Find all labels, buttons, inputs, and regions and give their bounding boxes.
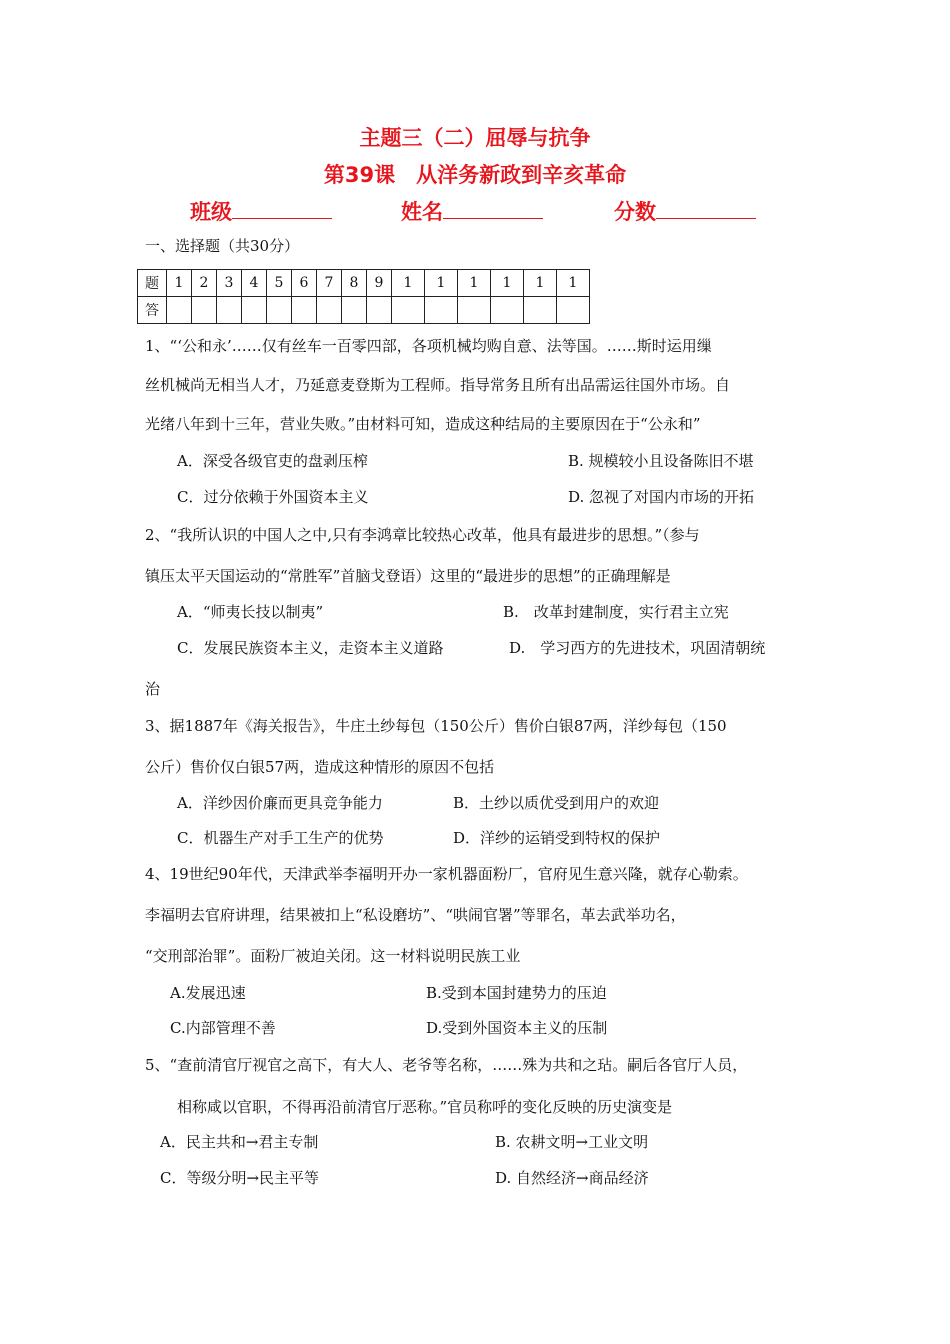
name-field: [401, 196, 543, 226]
number-cell: 1: [425, 270, 458, 297]
number-cell: 2: [192, 270, 217, 297]
class-field: [190, 196, 332, 226]
answer-cell[interactable]: [491, 297, 524, 324]
page-title: 主题三（二）屈辱与抗争: [359, 126, 591, 150]
number-cell: 1: [392, 270, 425, 297]
question-4-option-c: C.内部管理不善: [170, 1019, 276, 1037]
answer-cell[interactable]: [557, 297, 590, 324]
question-4-text: “交刑部治罪”。面粉厂被迫关闭。这一材料说明民族工业: [145, 947, 521, 965]
answer-cell[interactable]: [242, 297, 267, 324]
question-3-option-c: C．机器生产对手工生产的优势: [177, 829, 384, 847]
answer-cell[interactable]: [192, 297, 217, 324]
number-cell: 8: [342, 270, 367, 297]
class-label: 班级: [190, 200, 232, 224]
question-5-text: 相称咸以官职，不得再沿前清官厅恶称。”官员称呼的变化反映的历史演变是: [177, 1098, 673, 1116]
answer-cell[interactable]: [524, 297, 557, 324]
row-label: 答: [138, 297, 167, 324]
question-4-option-a: A.发展迅速: [170, 984, 246, 1002]
answer-cell[interactable]: [392, 297, 425, 324]
section-heading: 一、选择题（共30分）: [145, 237, 300, 255]
number-cell: 7: [317, 270, 342, 297]
question-5-option-d: D. 自然经济→商品经济: [495, 1169, 649, 1187]
question-3-text: 公斤）售价仅白银57两，造成这种情形的原因不包括: [145, 758, 495, 776]
number-cell: 1: [524, 270, 557, 297]
question-3-option-d: D．洋纱的运销受到特权的保护: [453, 829, 661, 847]
question-1-option-b: B. 规模较小且设备陈旧不堪: [568, 452, 754, 470]
question-1-option-d: D. 忽视了对国内市场的开拓: [568, 488, 755, 506]
question-2-option-a: A．“师夷长技以制夷”: [177, 603, 324, 621]
answer-cell[interactable]: [292, 297, 317, 324]
answer-cell[interactable]: [458, 297, 491, 324]
score-field: [614, 196, 756, 226]
lesson-subtitle: 第39课 从洋务新政到辛亥革命: [323, 163, 627, 187]
question-2-text: 镇压太平天国运动的“常胜军”首脑戈登语）这里的“最进步的思想”的正确理解是: [145, 567, 671, 585]
question-2-option-d-tail: 治: [145, 680, 161, 698]
number-cell: 1: [167, 270, 192, 297]
number-cell: 6: [292, 270, 317, 297]
answer-cell[interactable]: [217, 297, 242, 324]
question-2-option-d: D. 学习西方的先进技术，巩固清朝统: [509, 639, 766, 657]
score-blank[interactable]: [656, 198, 756, 219]
question-number-row: [138, 270, 590, 297]
question-1-text: 丝机械尚无相当人才，乃延意麦登斯为工程师。指导常务且所有出品需运往国外市场。自: [145, 376, 731, 394]
question-2-option-c: C．发展民族资本主义，走资本主义道路: [177, 639, 444, 657]
answer-row: [138, 297, 590, 324]
number-cell: 1: [491, 270, 524, 297]
question-4-option-d: D.受到外国资本主义的压制: [426, 1019, 608, 1037]
answer-cell[interactable]: [342, 297, 367, 324]
question-5-option-c: C．等级分明→民主平等: [160, 1169, 320, 1187]
question-1-option-c: C．过分依赖于外国资本主义: [177, 488, 369, 506]
question-1-text: 1、“‘公和永’……仅有丝车一百零四部，各项机械均购自意、法等国。……斯时运用缫: [145, 337, 712, 355]
question-3-text: 3、据1887年《海关报告》，牛庄土纱每包（150公斤）售价白银87两，洋纱每包（150: [145, 717, 727, 735]
answer-table: [137, 269, 590, 324]
question-5-option-a: A．民主共和→君主专制: [160, 1133, 319, 1151]
question-2-option-b: B. 改革封建制度，实行君主立宪: [503, 603, 729, 621]
number-cell: 5: [267, 270, 292, 297]
question-1-text: 光绪八年到十三年，营业失败。”由材料可知，造成这种结局的主要原因在于“公永和”: [145, 415, 701, 433]
number-cell: 9: [367, 270, 392, 297]
question-2-text: 2、“我所认识的中国人之中,只有李鸿章比较热心改革，他具有最进步的思想。”（参与: [145, 526, 700, 544]
answer-cell[interactable]: [317, 297, 342, 324]
score-label: 分数: [614, 200, 656, 224]
name-label: 姓名: [401, 200, 443, 224]
row-label: 题: [138, 270, 167, 297]
number-cell: 3: [217, 270, 242, 297]
number-cell: 4: [242, 270, 267, 297]
number-cell: 1: [458, 270, 491, 297]
answer-cell[interactable]: [267, 297, 292, 324]
name-blank[interactable]: [443, 198, 543, 219]
question-3-option-a: A．洋纱因价廉而更具竞争能力: [177, 794, 383, 812]
question-1-option-a: A．深受各级官吏的盘剥压榨: [177, 452, 368, 470]
question-4-text: 4、19世纪90年代，天津武举李福明开办一家机器面粉厂，官府见生意兴隆，就存心勒索。: [145, 865, 748, 883]
answer-cell[interactable]: [425, 297, 458, 324]
class-blank[interactable]: [232, 198, 332, 219]
answer-cell[interactable]: [367, 297, 392, 324]
number-cell: 1: [557, 270, 590, 297]
question-3-option-b: B．土纱以质优受到用户的欢迎: [453, 794, 660, 812]
question-4-option-b: B.受到本国封建势力的压迫: [426, 984, 607, 1002]
question-5-option-b: B. 农耕文明→工业文明: [495, 1133, 649, 1151]
question-4-text: 李福明去官府讲理，结果被扣上“私设磨坊”、“哄闹官署”等罪名，革去武举功名，: [145, 906, 686, 924]
question-5-text: 5、“查前清官厅视官之高下，有大人、老爷等名称，……殊为共和之玷。嗣后各官厅人员，: [145, 1056, 748, 1074]
answer-cell[interactable]: [167, 297, 192, 324]
